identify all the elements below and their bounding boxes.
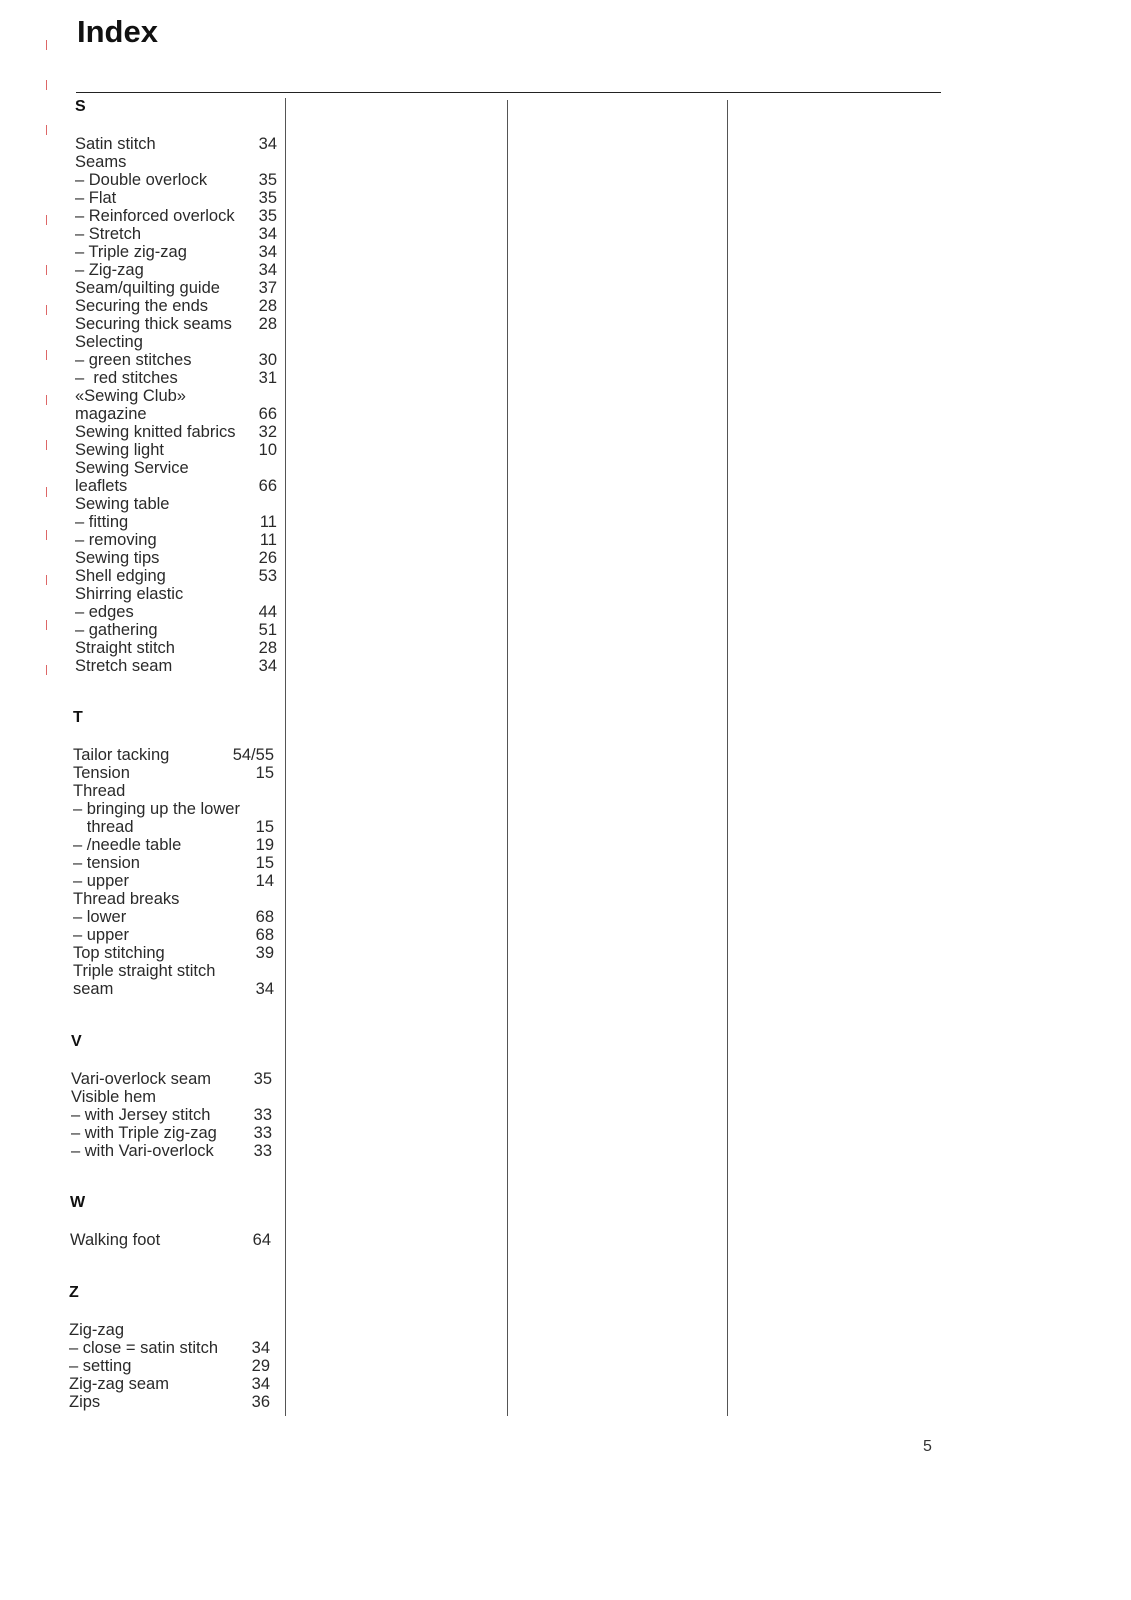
- entry-term: Seams: [75, 153, 127, 171]
- index-entry: [73, 944, 274, 962]
- index-entry: [75, 369, 277, 387]
- margin-mark: [46, 80, 47, 90]
- index-entry: [75, 333, 277, 351]
- entry-page-number: 34: [258, 261, 277, 279]
- entry-term: Seam/quilting guide: [75, 279, 220, 297]
- index-entry: [75, 423, 277, 441]
- page-number: 5: [923, 1438, 932, 1455]
- entry-term: Visible hem: [71, 1088, 156, 1106]
- entry-page-number: 33: [253, 1124, 272, 1142]
- index-entry: [73, 890, 274, 908]
- entry-term: – setting: [69, 1357, 132, 1375]
- entry-page-number: 35: [258, 207, 277, 225]
- entry-term: Vari-overlock seam: [71, 1070, 211, 1088]
- entry-term: Triple straight stitch: [73, 962, 216, 980]
- entry-term: – gathering: [75, 621, 158, 639]
- entry-term: Securing thick seams: [75, 315, 232, 333]
- entry-page-number: 26: [258, 549, 277, 567]
- entry-term: thread: [73, 818, 134, 836]
- entry-page-number: 32: [258, 423, 277, 441]
- entry-term: Sewing table: [75, 495, 170, 513]
- entry-page-number: 37: [258, 279, 277, 297]
- index-entry: [71, 1142, 272, 1160]
- index-entry: [75, 405, 277, 423]
- index-entry: [73, 980, 274, 998]
- entry-term: – lower: [73, 908, 127, 926]
- index-entry: [69, 1321, 270, 1339]
- entry-page-number: 64: [252, 1231, 271, 1249]
- entry-page-number: 34: [251, 1339, 270, 1357]
- entry-term: magazine: [75, 405, 147, 423]
- index-entry: [75, 279, 277, 297]
- entry-term: Stretch seam: [75, 657, 173, 675]
- index-entry: [73, 872, 274, 890]
- entry-term: – with Jersey stitch: [71, 1106, 211, 1124]
- entry-page-number: 34: [258, 225, 277, 243]
- index-entry: [75, 603, 277, 621]
- index-entry: [75, 387, 277, 405]
- index-entry: [75, 513, 277, 531]
- entry-page-number: 28: [258, 297, 277, 315]
- entry-page-number: 11: [259, 513, 277, 531]
- entry-term: Tension: [73, 764, 130, 782]
- entry-page-number: 28: [258, 315, 277, 333]
- page-title: Index: [77, 14, 158, 49]
- margin-mark: [46, 305, 47, 315]
- index-entry: [73, 836, 274, 854]
- index-section-s: [75, 98, 277, 675]
- index-entry: [69, 1375, 270, 1393]
- index-entry: [75, 225, 277, 243]
- section-letter: V: [71, 1033, 82, 1050]
- index-entry: [73, 782, 274, 800]
- index-entry: [75, 567, 277, 585]
- entry-term: – close = satin stitch: [69, 1339, 219, 1357]
- index-section-t: [73, 709, 274, 998]
- entry-page-number: 36: [251, 1393, 270, 1411]
- entry-page-number: 34: [258, 243, 277, 261]
- entry-term: Straight stitch: [75, 639, 175, 657]
- index-entry: [73, 854, 274, 872]
- entry-page-number: 54/55: [232, 746, 274, 764]
- entry-page-number: 15: [255, 764, 274, 782]
- margin-mark: [46, 395, 47, 405]
- margin-mark: [46, 665, 47, 675]
- index-entry: [73, 800, 274, 818]
- entry-term: Sewing Service: [75, 459, 189, 477]
- index-entry: [69, 1357, 270, 1375]
- column-divider: [507, 100, 508, 1416]
- index-entry: [75, 531, 277, 549]
- index-section-v: [71, 1033, 272, 1160]
- margin-mark: [46, 265, 47, 275]
- entry-page-number: 39: [255, 944, 274, 962]
- entry-page-number: 34: [258, 657, 277, 675]
- margin-mark: [46, 530, 47, 540]
- index-entry: [73, 908, 274, 926]
- index-section-w: [70, 1194, 271, 1249]
- entry-term: Thread: [73, 782, 126, 800]
- entry-page-number: 68: [255, 926, 274, 944]
- entry-term: Sewing knitted fabrics: [75, 423, 236, 441]
- margin-mark: [46, 350, 47, 360]
- entry-term: – Double overlock: [75, 171, 208, 189]
- index-entry: [73, 926, 274, 944]
- entry-term: – /needle table: [73, 836, 182, 854]
- entry-page-number: 66: [258, 477, 277, 495]
- entry-term: Thread breaks: [73, 890, 180, 908]
- margin-mark: [46, 487, 47, 497]
- margin-mark: [46, 125, 47, 135]
- entry-term: «Sewing Club»: [75, 387, 186, 405]
- section-letter: S: [75, 98, 86, 115]
- margin-mark: [46, 40, 47, 50]
- entry-term: – Triple zig-zag: [75, 243, 187, 261]
- index-entry: [69, 1339, 270, 1357]
- entry-page-number: 28: [258, 639, 277, 657]
- entry-term: leaflets: [75, 477, 128, 495]
- entry-term: Tailor tacking: [73, 746, 170, 764]
- index-entry: [71, 1088, 272, 1106]
- entry-term: Sewing tips: [75, 549, 160, 567]
- entry-page-number: 29: [251, 1357, 270, 1375]
- entry-term: – Reinforced overlock: [75, 207, 235, 225]
- entry-term: – red stitches: [75, 369, 178, 387]
- entry-term: – Zig-zag: [75, 261, 144, 279]
- margin-mark: [46, 575, 47, 585]
- index-entry: [75, 189, 277, 207]
- index-entry: [75, 441, 277, 459]
- section-letter: T: [73, 709, 83, 726]
- index-entry: [75, 477, 277, 495]
- entry-page-number: 34: [255, 980, 274, 998]
- entry-term: – upper: [73, 872, 129, 890]
- entry-term: seam: [73, 980, 114, 998]
- entry-term: – with Triple zig-zag: [71, 1124, 217, 1142]
- entry-page-number: 14: [255, 872, 274, 890]
- entry-page-number: 66: [258, 405, 277, 423]
- index-entry: [73, 746, 274, 764]
- entry-term: Top stitching: [73, 944, 165, 962]
- entry-term: – fitting: [75, 513, 129, 531]
- entry-term: – tension: [73, 854, 140, 872]
- entry-term: – green stitches: [75, 351, 192, 369]
- index-entry: [75, 171, 277, 189]
- index-entry: [71, 1124, 272, 1142]
- index-entry: [75, 261, 277, 279]
- entry-page-number: 30: [258, 351, 277, 369]
- margin-mark: [46, 440, 47, 450]
- entry-term: – removing: [75, 531, 157, 549]
- entry-page-number: 33: [253, 1142, 272, 1160]
- index-section-z: [69, 1284, 270, 1411]
- entry-term: Shell edging: [75, 567, 166, 585]
- entry-term: Zig-zag seam: [69, 1375, 169, 1393]
- entry-page-number: 35: [253, 1070, 272, 1088]
- entry-term: Selecting: [75, 333, 143, 351]
- index-entry: [75, 549, 277, 567]
- entry-page-number: 15: [255, 818, 274, 836]
- index-entry: [75, 243, 277, 261]
- index-entry: [75, 351, 277, 369]
- entry-page-number: 33: [253, 1106, 272, 1124]
- index-entry: [75, 459, 277, 477]
- index-entry: [75, 315, 277, 333]
- index-entry: [75, 297, 277, 315]
- entry-term: Shirring elastic: [75, 585, 184, 603]
- entry-page-number: 11: [259, 531, 277, 549]
- index-entry: [75, 153, 277, 171]
- entry-page-number: 35: [258, 171, 277, 189]
- index-entry: [75, 207, 277, 225]
- entry-term: Zig-zag: [69, 1321, 125, 1339]
- index-entry: [75, 495, 277, 513]
- index-entry: [75, 639, 277, 657]
- index-entry: [75, 657, 277, 675]
- entry-page-number: 68: [255, 908, 274, 926]
- margin-mark: [46, 215, 47, 225]
- entry-term: – bringing up the lower: [73, 800, 240, 818]
- index-entry: [73, 962, 274, 980]
- entry-page-number: 34: [251, 1375, 270, 1393]
- entry-page-number: 53: [258, 567, 277, 585]
- column-divider: [727, 100, 728, 1416]
- entry-term: – with Vari-overlock: [71, 1142, 214, 1160]
- entry-page-number: 31: [258, 369, 277, 387]
- entry-term: Walking foot: [70, 1231, 161, 1249]
- index-entry: [73, 818, 274, 836]
- entry-term: Satin stitch: [75, 135, 156, 153]
- column-divider: [285, 98, 286, 1416]
- entry-term: – edges: [75, 603, 134, 621]
- entry-term: – upper: [73, 926, 129, 944]
- entry-term: Sewing light: [75, 441, 164, 459]
- entry-page-number: 19: [255, 836, 274, 854]
- header-rule: [76, 92, 941, 93]
- index-entry: [70, 1231, 271, 1249]
- section-letter: W: [70, 1194, 86, 1211]
- index-entry: [73, 764, 274, 782]
- entry-term: – Flat: [75, 189, 117, 207]
- entry-page-number: 15: [255, 854, 274, 872]
- entry-page-number: 44: [258, 603, 277, 621]
- index-entry: [75, 621, 277, 639]
- index-entry: [75, 135, 277, 153]
- entry-page-number: 34: [258, 135, 277, 153]
- entry-page-number: 10: [258, 441, 277, 459]
- index-entry: [75, 585, 277, 603]
- index-entry: [69, 1393, 270, 1411]
- index-entry: [71, 1070, 272, 1088]
- section-letter: Z: [69, 1284, 79, 1301]
- entry-page-number: 35: [258, 189, 277, 207]
- entry-term: – Stretch: [75, 225, 142, 243]
- entry-page-number: 51: [258, 621, 277, 639]
- entry-term: Zips: [69, 1393, 101, 1411]
- margin-mark: [46, 620, 47, 630]
- index-entry: [71, 1106, 272, 1124]
- entry-term: Securing the ends: [75, 297, 209, 315]
